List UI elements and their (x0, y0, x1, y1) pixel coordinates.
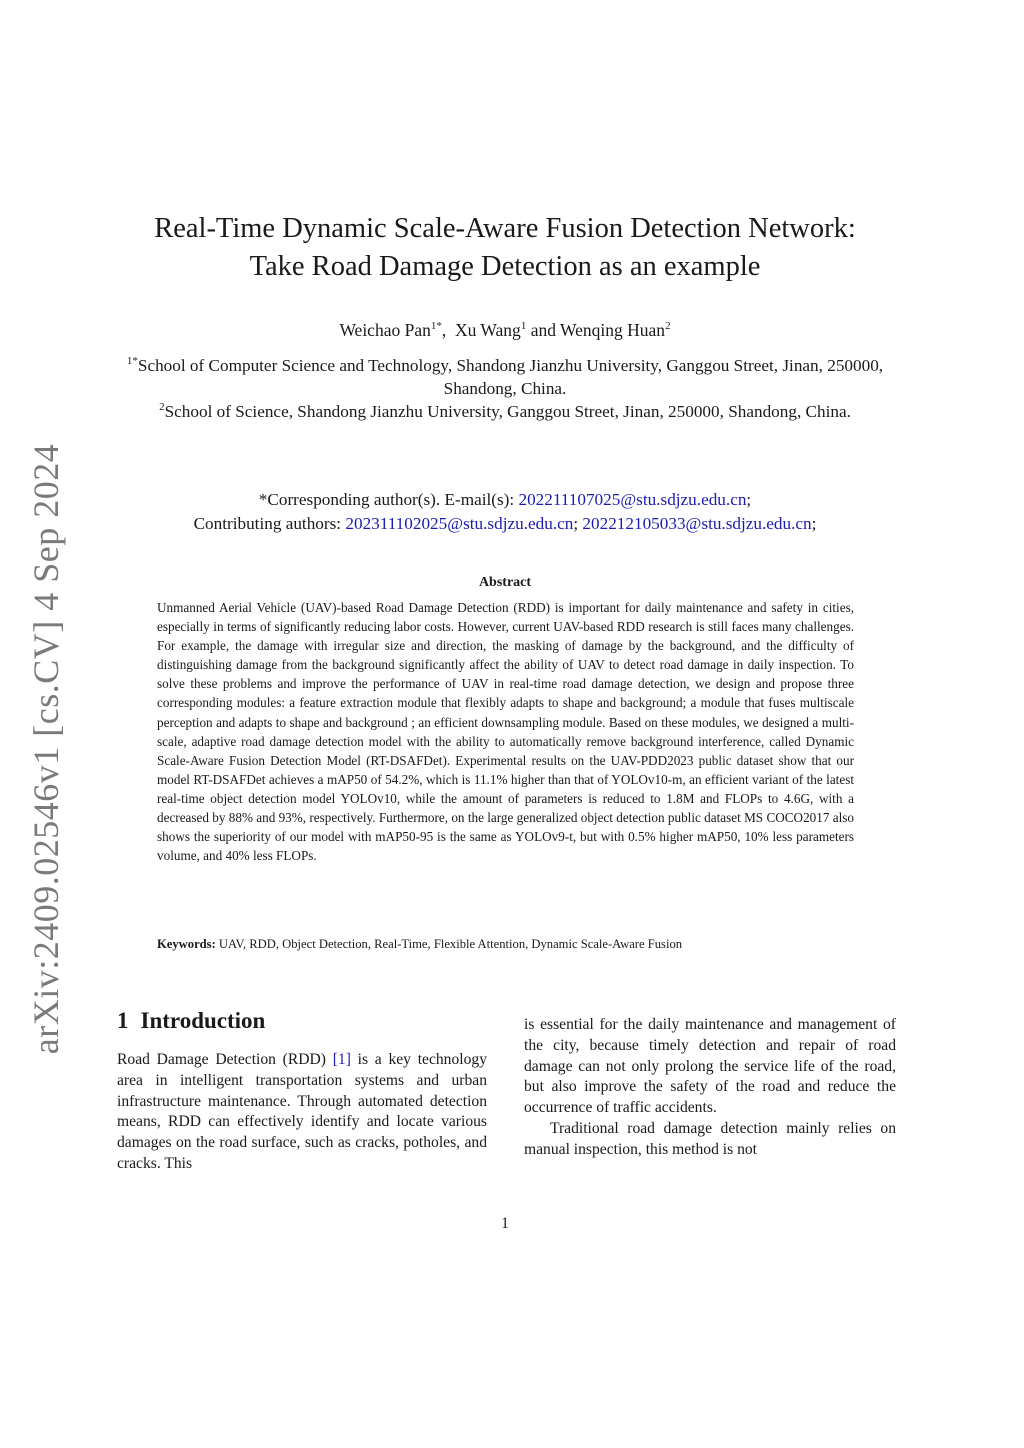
section-number: 1 (117, 1008, 129, 1033)
contributing-email-link[interactable]: 202212105033@stu.sdjzu.edu.cn (582, 514, 812, 533)
arxiv-identifier-stamp (24, 443, 68, 1055)
affiliation-marker: 2 (159, 401, 165, 413)
author-affiliation-marker: 1* (430, 320, 442, 332)
keywords-line (157, 935, 854, 953)
author-name: Wenqing Huan (560, 320, 666, 340)
corresponding-author-label: *Corresponding author(s). E-mail(s): (258, 490, 515, 509)
arxiv-identifier-text: arXiv:2409.02546v1 [cs.CV] 4 Sep 2024 (26, 443, 67, 1055)
intro-left-column (117, 1050, 487, 1175)
page-number: 1 (501, 1215, 509, 1232)
author-affiliation-marker: 1 (520, 320, 527, 332)
contact-info (100, 488, 910, 536)
citation-link[interactable]: [1] (332, 1051, 351, 1068)
affiliation-text: School of Computer Science and Technology, Shandong Jianzhu University, Ganggou Street, Jinan, 250000, Shandong, China. (137, 356, 884, 398)
affiliation-list (100, 354, 910, 423)
paper-title-line-2: Take Road Damage Detection as an example (249, 251, 761, 282)
intro-right-column (524, 1015, 896, 1161)
author-affiliation-marker: 2 (665, 320, 671, 332)
affiliation-text: School of Science, Shandong Jianzhu University, Ganggou Street, Jinan, 250000, Shandong, China. (164, 402, 851, 421)
intro-paragraph: Traditional road damage detection mainly relies on manual inspection, this method is not (524, 1119, 896, 1158)
contributing-email-link[interactable]: 202311102025@stu.sdjzu.edu.cn (345, 514, 574, 533)
intro-text: is a key technology area in intelligent transportation systems and urban infrastructure maintenance. Through automated detection means, RDD can effectively identify and locate various damages on the road surface, such as cracks, potholes, and cracks. This (117, 1051, 487, 1172)
abstract-heading: Abstract (478, 575, 532, 590)
author-name: Xu Wang (454, 320, 521, 340)
affiliation-item (100, 354, 910, 400)
author-name: Weichao Pan (339, 320, 431, 340)
contributing-authors-label: Contributing authors: (193, 514, 342, 533)
intro-paragraph: is essential for the daily maintenance and management of the city, because timely detection and repair of road damage can not only prolong the service life of the road, but also improve the safety of the road and reduce the occurrence of traffic accidents. (524, 1016, 896, 1117)
abstract-body: Unmanned Aerial Vehicle (UAV)-based Road Damage Detection (RDD) is important for daily maintenance and safety in cities, especially in terms of significantly reducing labor costs. However, current UAV-based RDD research is still faces many challenges. For example, the damage with irregular size and direction, the masking of damage by the background, and the difficulty of distinguishing damage from the background significantly affect the ability of UAV to detect road damage in daily inspection. To solve these problems and improve the performance of UAV in real-time road damage detection, we design and propose three corresponding modules: a feature extraction module that flexibly adapts to shape and background; a module that fuses multiscale perception and adapts to shape and background ; an efficient downsampling module. Based on these modules, we designed a multi-scale, adaptive road damage detection model with the ability to automatically remove background interference, called Dynamic Scale-Aware Fusion Detection Model (RT-DSAFDet). Experimental results on the UAV-PDD2023 public dataset show that our model RT-DSAFDet achieves a mAP50 of 54.2%, which is 11.1% higher than that of YOLOv10-m, an efficient variant of the latest real-time object detection model YOLOv10, while the amount of parameters is reduced to 1.8M and FLOPs to 4.6G, with a decreased by 88% and 93%, respectively. Furthermore, on the large generalized object detection public dataset MS COCO2017 also shows the superiority of our model with mAP50-95 is the same as YOLOv9-t, but with 0.5% higher mAP50, 10% less parameters volume, and 40% less FLOPs. (157, 600, 854, 864)
section-heading-introduction (117, 1006, 265, 1036)
affiliation-marker: 1* (126, 355, 138, 367)
intro-paragraph (117, 1050, 487, 1175)
paper-title (100, 210, 910, 286)
section-title: Introduction (140, 1008, 266, 1033)
corresponding-email-link[interactable]: 202211107025@stu.sdjzu.edu.cn (518, 490, 747, 509)
affiliation-item (100, 400, 910, 423)
author-connector: and (530, 320, 556, 340)
corresponding-author-line: *Corresponding author(s). E-mail(s): 202211107025@stu.sdjzu.edu.cn; (258, 490, 752, 509)
intro-text: Road Damage Detection (RDD) (117, 1051, 333, 1068)
keywords-text: UAV, RDD, Object Detection, Real-Time, Flexible Attention, Dynamic Scale-Aware Fusion (218, 937, 683, 951)
contributing-authors-line: Contributing authors: 202311102025@stu.sdjzu.edu.cn; 202212105033@stu.sdjzu.edu.cn; (193, 514, 817, 533)
paper-title-line-1: Real-Time Dynamic Scale-Aware Fusion Detection Network: (154, 213, 856, 244)
author-list: Weichao Pan$^{1*}$, Xu Wang$^1$ and Wenqing Huan$^2$ (339, 320, 671, 340)
keywords-label: Keywords: (157, 937, 216, 951)
